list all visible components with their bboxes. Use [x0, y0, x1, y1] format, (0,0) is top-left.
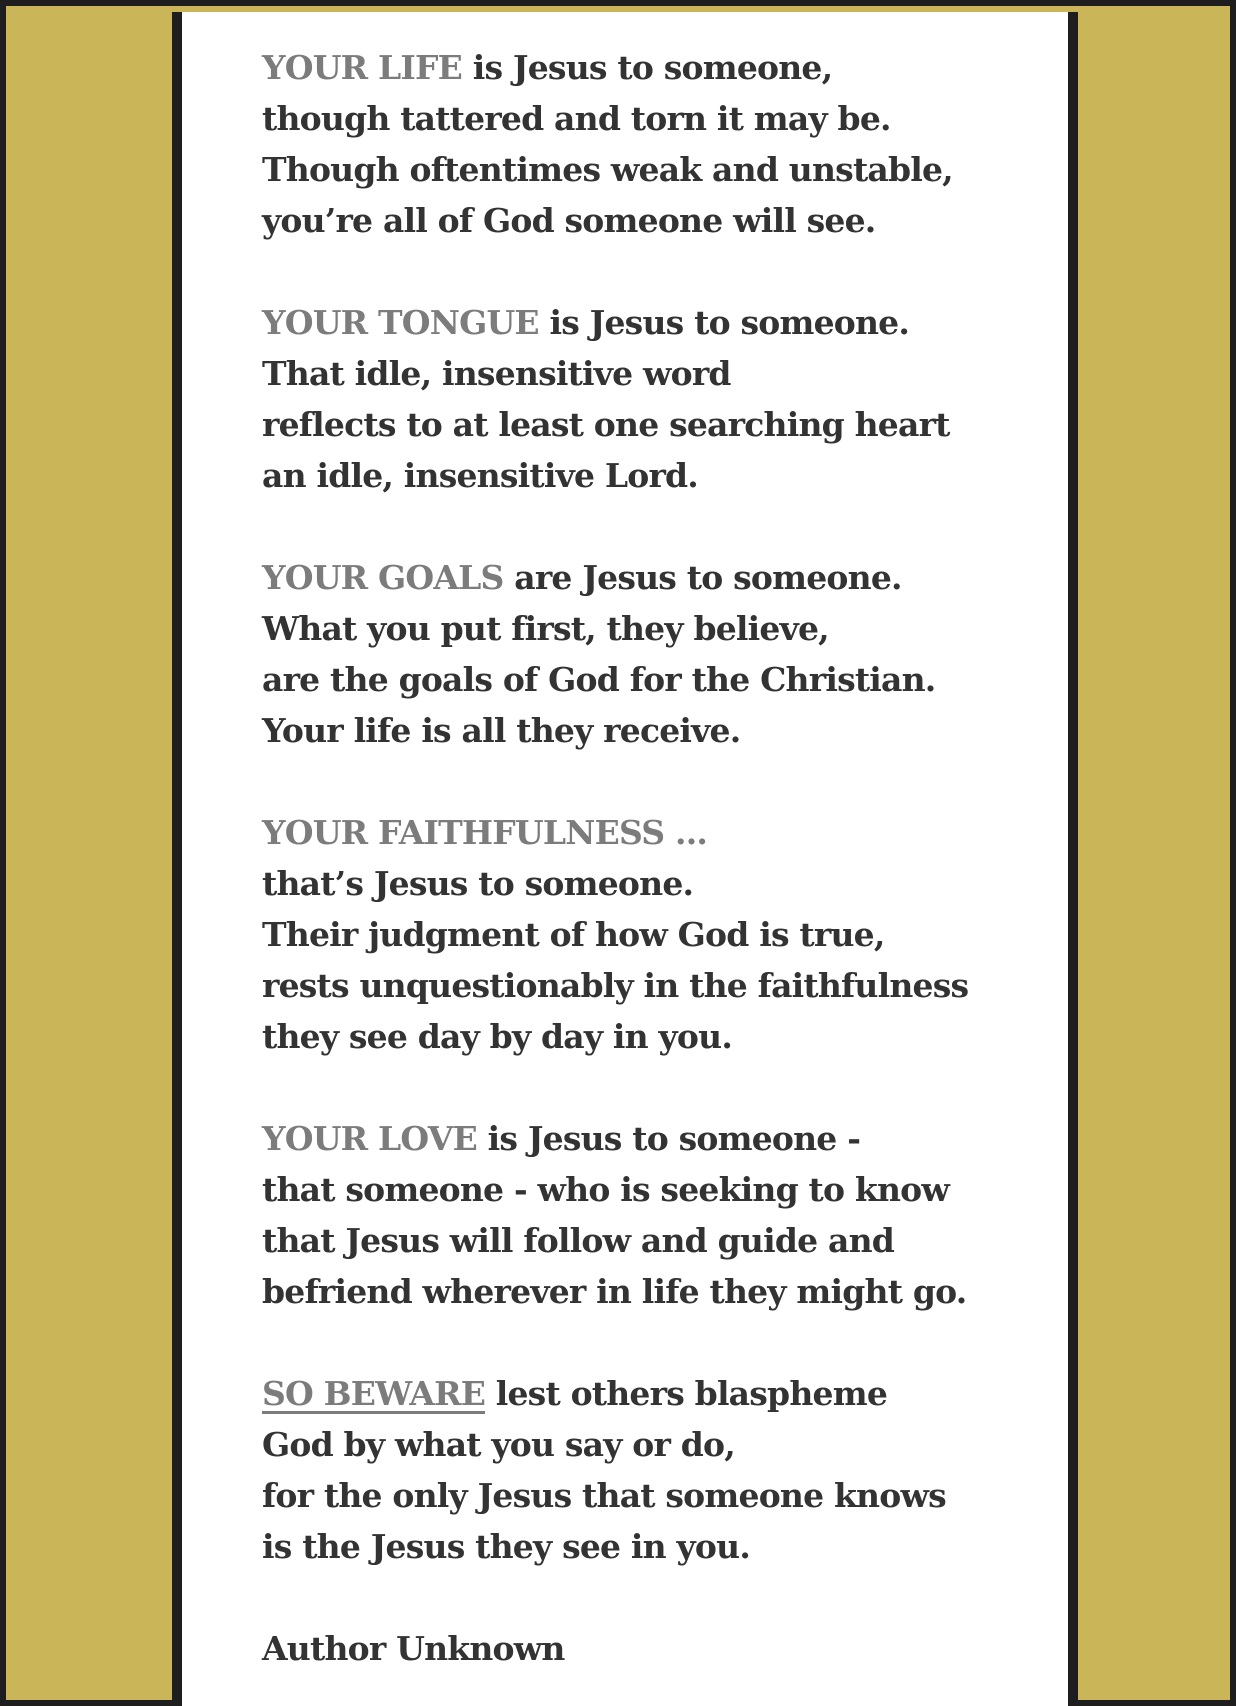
- stanza-first-line: [262, 42, 1062, 93]
- stanza-heading: YOUR LIFE: [262, 48, 463, 87]
- stanza-heading: YOUR TONGUE: [262, 303, 539, 342]
- stanza-line: that Jesus will follow and guide and: [262, 1221, 895, 1260]
- stanza-heading: YOUR LOVE: [262, 1119, 477, 1158]
- stanza-first-line: [262, 1113, 1062, 1164]
- stanza-line: is Jesus to someone,: [462, 48, 833, 87]
- stanza-line: they see day by day in you.: [262, 1017, 733, 1056]
- stanza-faithfulness: [262, 807, 1062, 1062]
- stanza-first-line: [262, 807, 1062, 858]
- stanza-line: lest others blaspheme: [485, 1374, 888, 1413]
- poem-panel: [172, 12, 1078, 1706]
- stanza-line: God by what you say or do,: [262, 1425, 735, 1464]
- stanza-heading: YOUR FAITHFULNESS ...: [262, 813, 708, 852]
- stanza-line: is Jesus to someone -: [476, 1119, 861, 1158]
- stanza-line: that’s Jesus to someone.: [262, 864, 694, 903]
- stanza-line: for the only Jesus that someone knows: [262, 1476, 946, 1515]
- stanza-tongue: [262, 297, 1062, 501]
- stanza-line: befriend wherever in life they might go.: [262, 1272, 967, 1311]
- stanza-first-line: [262, 552, 1062, 603]
- stanza-first-line: [262, 1368, 1062, 1419]
- stanza-goals: [262, 552, 1062, 756]
- stanza-line: an idle, insensitive Lord.: [262, 456, 698, 495]
- author-credit: Author Unknown: [262, 1629, 565, 1668]
- stanza-line: Their judgment of how God is true,: [262, 915, 885, 954]
- stanza-line: What you put first, they believe,: [262, 609, 829, 648]
- stanza-beware: [262, 1368, 1062, 1572]
- poem: [262, 42, 1062, 1674]
- stanza-line: you’re all of God someone will see.: [262, 201, 876, 240]
- stanza-first-line: [262, 297, 1062, 348]
- stanza-line: that someone - who is seeking to know: [262, 1170, 949, 1209]
- stanza-love: [262, 1113, 1062, 1317]
- stanza-life: [262, 42, 1062, 246]
- stanza-line: though tattered and torn it may be.: [262, 99, 891, 138]
- stanza-line: Though oftentimes weak and unstable,: [262, 150, 953, 189]
- stanza-line: are Jesus to someone.: [503, 558, 902, 597]
- stanza-heading: YOUR GOALS: [262, 558, 504, 597]
- stanza-line: rests unquestionably in the faithfulness: [262, 966, 969, 1005]
- stanza-line: is the Jesus they see in you.: [262, 1527, 751, 1566]
- stanza-heading: SO BEWARE: [262, 1374, 486, 1413]
- stanza-line: is Jesus to someone.: [538, 303, 910, 342]
- stanza-line: reflects to at least one searching heart: [262, 405, 950, 444]
- stanza-line: are the goals of God for the Christian.: [262, 660, 936, 699]
- stanza-line: That idle, insensitive word: [262, 354, 731, 393]
- stanza-line: Your life is all they receive.: [262, 711, 741, 750]
